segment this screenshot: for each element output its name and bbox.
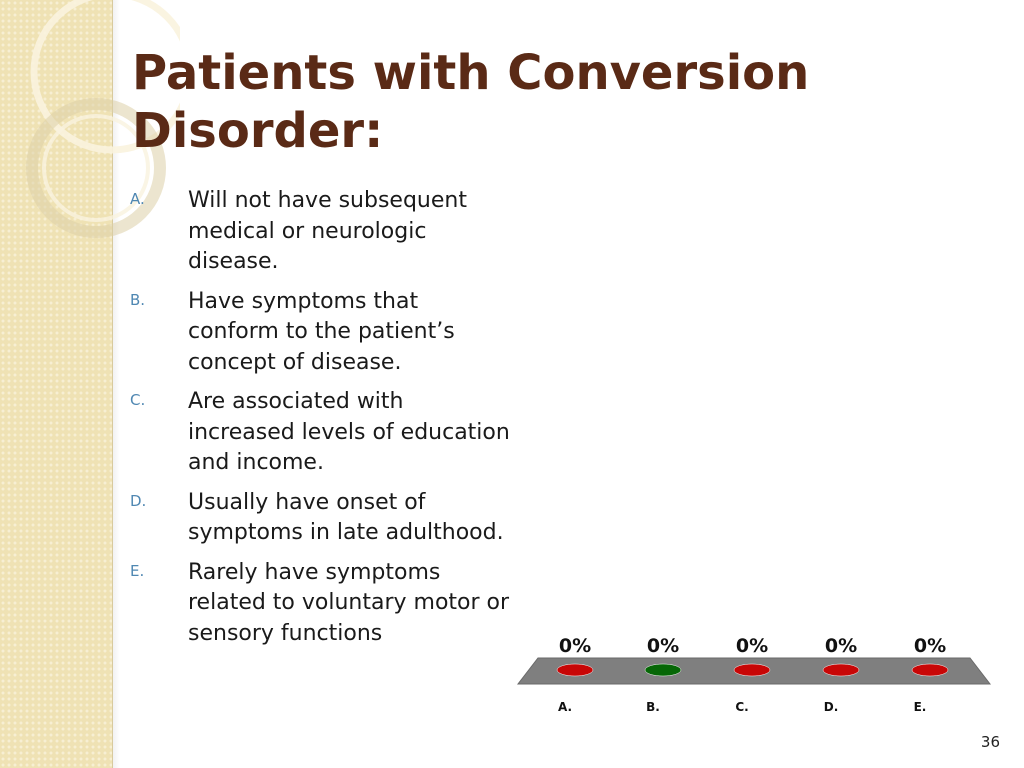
option-d-letter: D. [130, 491, 147, 510]
chart-bar-base-2 [645, 664, 681, 676]
chart-bar-base-3 [734, 664, 770, 676]
chart-bar-base-1 [557, 664, 593, 676]
chart-value-label-4: 0% [824, 635, 858, 657]
option-d-text: Usually have onset of symptoms in late adulthood. [188, 489, 504, 545]
option-e-text: Rarely have symptoms related to voluntary motor or sensory functions [188, 559, 510, 646]
chart-value-label-5: 0% [913, 635, 947, 657]
slide-title: Patients with Conversion Disorder: [132, 45, 810, 159]
option-e-letter: E. [130, 561, 145, 580]
option-b [130, 287, 510, 379]
page-number: 36 [980, 733, 1000, 751]
chart-category-label-1: A. [557, 700, 573, 714]
chart-category-label-2: B. [646, 700, 660, 714]
option-d [130, 488, 510, 549]
chart-value-label-3: 0% [735, 635, 769, 657]
poll-results-chart [510, 630, 1000, 720]
option-c [130, 387, 510, 479]
chart-category-label-5: E. [913, 700, 927, 714]
option-a [130, 186, 510, 278]
option-a-letter: A. [130, 190, 145, 208]
option-b-text: Have symptoms that conform to the patient’s concept of disease. [188, 288, 455, 375]
chart-category-label-4: D. [823, 700, 839, 714]
option-e [130, 558, 510, 650]
chart-bar-base-4 [823, 664, 859, 676]
chart-value-label-2: 0% [646, 635, 680, 657]
chart-value-label-1: 0% [558, 635, 592, 657]
answer-options-list [130, 186, 510, 658]
option-b-letter: B. [130, 290, 146, 309]
chart-category-label-3: C. [735, 700, 749, 714]
option-c-letter: C. [130, 391, 146, 409]
option-a-text: Will not have subsequent medical or neurologic disease. [188, 188, 467, 274]
chart-bar-base-5 [912, 664, 948, 676]
option-c-text: Are associated with increased levels of education and income. [188, 389, 510, 475]
